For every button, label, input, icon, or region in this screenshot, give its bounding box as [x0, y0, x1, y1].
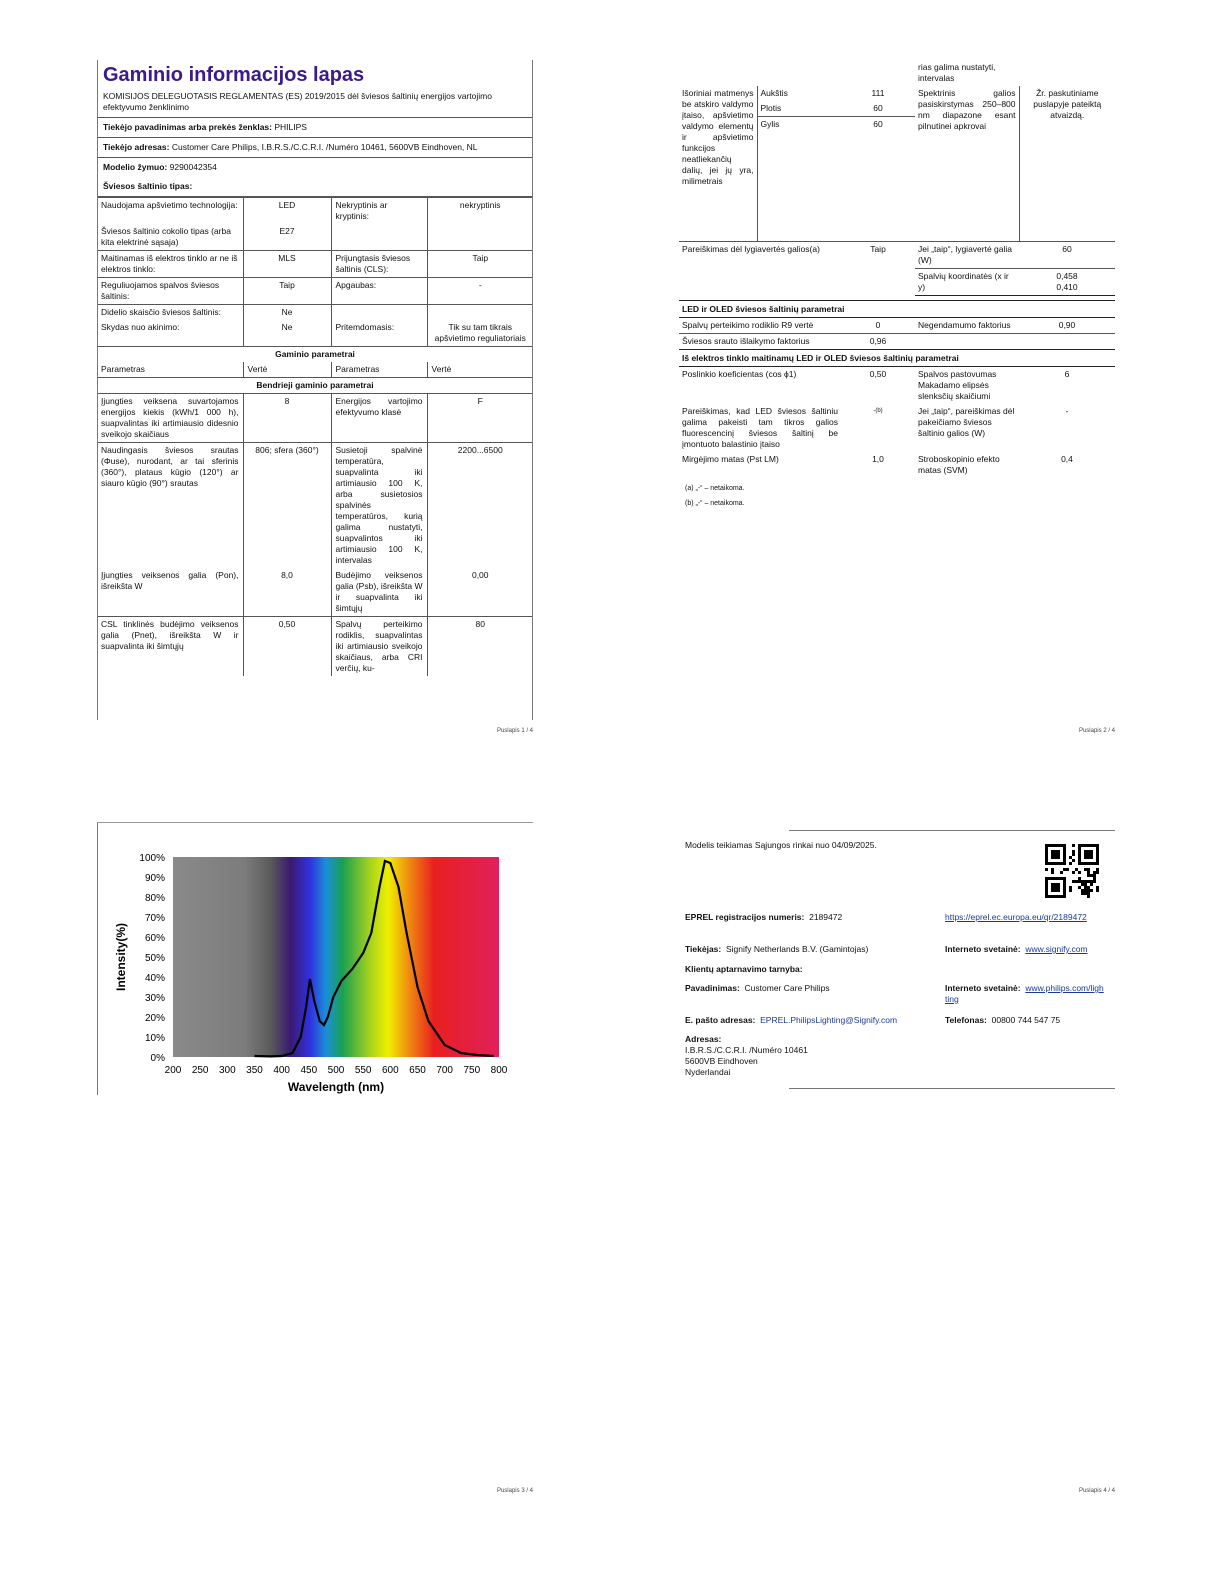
table-row	[97, 198, 533, 225]
supplier-label: Tiekėjo pavadinimas arba prekės ženklas:	[103, 122, 272, 132]
dim-name: Aukštis	[760, 88, 788, 98]
cell-value: Taip	[427, 251, 533, 278]
x-tick-label: 500	[327, 1065, 345, 1076]
equiv-power-label: Jei „taip“, lygiavertė galia (W)	[918, 244, 1013, 265]
y-tick-label: 50%	[144, 953, 165, 964]
website2-row	[945, 983, 1105, 1005]
table-row	[679, 367, 1115, 404]
spectrum-chart	[107, 845, 517, 1095]
cell-value: 0,50	[243, 617, 331, 677]
x-tick-label: 250	[191, 1065, 209, 1076]
table-row	[97, 394, 533, 443]
name-value: Customer Care Philips	[744, 983, 830, 993]
service-label	[685, 964, 803, 975]
y-tick-label: 20%	[144, 1013, 165, 1024]
cell-label: Naudingasis šviesos srautas (Φuse), nurodant, ar tai sferinis (360°), plataus kūgio (120°) ar siauro kūgio (90°) srautas	[97, 443, 243, 569]
y-axis-label: Intensity(%)	[114, 922, 128, 992]
page-no: 3 / 4	[521, 1488, 533, 1494]
page-3	[97, 822, 533, 1095]
source-type-table	[97, 197, 533, 676]
cell-value	[427, 224, 533, 251]
cell-label: Energijos vartojimo efektyvumo klasė	[331, 394, 427, 443]
pst-label: Mirgėjimo matas (Pst LM)	[682, 454, 779, 464]
page-no: 2 / 4	[1103, 728, 1115, 734]
cell-value: 8,0	[243, 568, 331, 617]
replace-power-value: -	[1065, 406, 1069, 416]
page-no: 1 / 4	[521, 728, 533, 734]
cell-label: Reguliuojamos spalvos šviesos šaltinis:	[97, 278, 243, 305]
website-row	[945, 944, 1088, 955]
x-axis-label: Wavelength (nm)	[287, 1080, 385, 1094]
x-tick-label: 650	[409, 1065, 426, 1076]
supplier-value: PHILIPS	[274, 122, 307, 132]
general-header: Bendrieji gaminio parametrai	[97, 378, 533, 394]
cell-value: F	[477, 396, 483, 406]
dim-value: 111	[871, 88, 885, 98]
table-row	[97, 278, 533, 305]
x-tick-label: 350	[246, 1065, 263, 1076]
supplier-row	[97, 118, 533, 138]
cell-label: Įjungties veiksena suvartojamos energijos kiekis (kWh/1 000 h), suapvalintas iki artimiausio didesnio sveikojo skaičiaus	[97, 394, 243, 443]
table-row	[97, 320, 533, 347]
page-number	[440, 1488, 533, 1494]
page-left-rule	[97, 60, 98, 720]
supplier-value: Signify Netherlands B.V. (Gamintojas)	[725, 944, 869, 954]
survival-label: Negendamumo faktorius	[918, 320, 1011, 330]
equiv-label: Pareiškimas dėl lygiavertės galios(a)	[682, 244, 820, 254]
model-label: Modelio žymuo:	[103, 162, 168, 172]
eprel-link[interactable]: https://eprel.ec.europa.eu/qr/2189472	[945, 912, 1087, 922]
table-row	[679, 242, 1115, 269]
name-row	[685, 983, 830, 994]
qr-code-icon	[1045, 844, 1099, 898]
phone-value: 00800 744 547 75	[991, 1015, 1061, 1025]
cell-value	[427, 305, 533, 321]
x-tick-label: 200	[164, 1065, 182, 1076]
table-row	[679, 60, 1115, 86]
cell-value: 806; sfera (360°)	[243, 443, 331, 569]
x-tick-label: 550	[354, 1065, 372, 1076]
address-block	[685, 1034, 808, 1078]
page-number	[440, 728, 533, 734]
footnote-a: (a) „-“ – netaikoma.	[685, 485, 745, 492]
x-tick-label: 750	[463, 1065, 481, 1076]
survival-value: 0,90	[1058, 320, 1076, 330]
equiv-value: Taip	[870, 244, 886, 254]
address-label: Adresas:	[685, 1034, 722, 1044]
r9-value: 0	[875, 320, 881, 330]
cell-label: Maitinamas iš elektros tinklo ar ne iš elektros tinklo:	[97, 251, 243, 278]
maint-value: 0,96	[869, 336, 887, 346]
cell-value: Ne	[243, 320, 331, 347]
svm-value: 0,4	[1061, 454, 1073, 464]
pst-value: 1,0	[872, 454, 884, 464]
cos-value: 0,50	[869, 369, 887, 379]
cell-label: Skydas nuo akinimo:	[97, 320, 243, 347]
source-type-row	[97, 177, 533, 197]
eprel-value: 2189472	[809, 912, 843, 922]
address-value: Customer Care Philips, I.B.R.S./C.C.R.I. /Numéro 10461, 5600VB Eindhoven, NL	[171, 142, 478, 152]
page-1	[97, 60, 533, 676]
columns-header-row	[97, 362, 533, 378]
page-label: Puslapis	[496, 728, 520, 734]
cell-label: CSL tinklinės budėjimo veiksenos galia (Pnet), išreikšta W ir suapvalinta iki šimtųjų	[97, 617, 243, 677]
macadam-label: Spalvos pastovumas Makadamo elipsės slenksčių skaičiumi	[918, 369, 997, 401]
col-param: Parametras	[331, 362, 427, 378]
address-label: Tiekėjo adresas:	[103, 142, 170, 152]
dim-value: 60	[873, 103, 883, 113]
x-tick-label: 300	[218, 1065, 236, 1076]
page-right-rule	[532, 60, 533, 720]
cell-label	[331, 224, 427, 251]
mains-table	[679, 367, 1115, 478]
y-tick-label: 0%	[150, 1053, 165, 1064]
qr-code[interactable]	[1045, 844, 1099, 898]
equiv-power-value: 60	[1062, 244, 1072, 254]
col-value: Vertė	[431, 364, 452, 374]
cell-label: Įjungties veiksenos galia (Pon), išreikšta W	[97, 568, 243, 617]
cell-label: Prijungtasis šviesos šaltinis (CLS):	[331, 251, 427, 278]
x-tick-label: 400	[273, 1065, 291, 1076]
table-row	[679, 318, 1115, 334]
cell-label	[331, 305, 427, 321]
x-tick-label: 700	[436, 1065, 454, 1076]
document-title: Gaminio informacijos lapas	[103, 64, 365, 86]
table-row	[97, 617, 533, 677]
cell-label: Naudojama apšvietimo technologija:	[97, 198, 243, 225]
cell-value: 2200...6500	[427, 443, 533, 569]
phone-label: Telefonas:	[945, 1015, 987, 1025]
cell-value: -	[427, 278, 533, 305]
address-row	[97, 138, 533, 158]
x-tick-label: 450	[300, 1065, 318, 1076]
page-label: Puslapis	[496, 1488, 520, 1494]
cell-value: Ne	[243, 305, 331, 321]
bottom-rule	[789, 1088, 1115, 1089]
email-label: E. pašto adresas:	[685, 1015, 756, 1025]
page-2	[679, 60, 1115, 514]
cell-label: Apgaubas:	[331, 278, 427, 305]
params-header: Gaminio parametrai	[97, 347, 533, 363]
website-link[interactable]: www.signify.com	[1025, 944, 1088, 954]
general-header-row	[97, 378, 533, 394]
replace-power-label: Jei „taip“, pareiškimas dėl pakeičiamo šviesos šaltinio galios (W)	[918, 406, 1015, 438]
col-value: Vertė	[243, 362, 331, 378]
footnote-b: (b) „-“ – netaikoma.	[685, 500, 745, 507]
svm-label: Stroboskopinio efekto matas (SVM)	[918, 454, 1000, 475]
cell-label: Budėjimo veiksenos galia (Psb), išreikšta W ir suapvalinta iki šimtųjų	[331, 568, 427, 617]
y-tick-label: 80%	[144, 893, 165, 904]
cell-value: E27	[243, 224, 331, 251]
address-line: I.B.R.S./C.C.R.I. /Numéro 10461	[685, 1045, 808, 1055]
dim-value: 60	[841, 117, 915, 242]
mains-header: Iš elektros tinklo maitinamų LED ir OLED šviesos šaltinių parametrai	[679, 349, 1115, 367]
table-row	[679, 269, 1115, 296]
availability: Modelis teikiamas Sąjungos rinkai nuo 04/09/2025.	[685, 840, 877, 850]
table-row	[97, 224, 533, 251]
cell-label: Didelio skaisčio šviesos šaltinis:	[97, 305, 243, 321]
maint-label: Šviesos srauto išlaikymo faktorius	[682, 336, 810, 346]
model-value: 9290042354	[169, 162, 217, 172]
table-row	[97, 568, 533, 617]
col-param: Parametras	[97, 362, 243, 378]
spectral-value: Žr. paskutiniame puslapyje pateiktą atvaizdą.	[1033, 88, 1102, 120]
name-label: Pavadinimas:	[685, 983, 740, 993]
x-tick-label: 600	[381, 1065, 399, 1076]
replace-label: Pareiškimas, kad LED šviesos šaltiniu galima pakeisti tam tikros galios fluorescencinį šviesos šaltinį be įmontuoto balastinio įtaiso	[682, 406, 838, 449]
regulation-text: KOMISIJOS DELEGUOTASIS REGLAMENTAS (ES) 2019/2015 dėl šviesos šaltinių energijos vartojimo efektyvumo ženklinimo	[97, 91, 533, 118]
service-heading: Klientų aptarnavimo tarnyba:	[685, 964, 803, 974]
replace-value: -(b)	[873, 408, 883, 414]
page-label: Puslapis	[1078, 728, 1102, 734]
coord-values	[1019, 269, 1115, 296]
address-line: Nyderlandai	[685, 1067, 731, 1077]
cell-label: Spalvų perteikimo rodiklis, suapvalintas iki artimiausio sveikojo skaičiaus, arba CRI verčių, ku-	[331, 617, 427, 677]
y-tick-label: 30%	[144, 993, 165, 1004]
cell-value: LED	[243, 198, 331, 225]
cell-value: Tik su tam tikrais apšvietimo reguliatoriais	[434, 322, 526, 343]
table-row	[679, 86, 1115, 101]
y-tick-label: 10%	[144, 1033, 165, 1044]
page-number	[1022, 728, 1115, 734]
page-left-rule	[97, 823, 98, 1095]
cell-label: Nekryptinis ar kryptinis:	[331, 198, 427, 225]
model-row	[97, 158, 533, 177]
led-table	[679, 318, 1115, 349]
table-row	[97, 443, 533, 569]
table-row	[679, 334, 1115, 350]
y-tick-label: 100%	[139, 853, 165, 864]
cos-label: Poslinkio koeficientas (cos ϕ1)	[682, 369, 797, 379]
page-no: 4 / 4	[1103, 1488, 1115, 1494]
cell-value: nekryptinis	[427, 198, 533, 225]
y-tick-label: 90%	[144, 873, 165, 884]
y-tick-label: 70%	[144, 913, 165, 924]
phone-row	[945, 1015, 1060, 1026]
footnotes	[679, 478, 1115, 514]
cont-label: rias galima nustatyti, intervalas	[918, 62, 996, 83]
dim-name: Plotis	[760, 103, 782, 113]
dims-label: Išoriniai matmenys be atskiro valdymo įtaiso, apšvietimo valdymo elementų ir apšvietimo funkcijos neatliekančių dalių, jei jų yra, milimetrais	[679, 86, 757, 242]
source-type-label: Šviesos šaltinio tipas:	[103, 181, 193, 191]
coord-label: Spalvių koordinatės (x ir y)	[915, 269, 1019, 296]
led-header: LED ir OLED šviesos šaltinių parametrai	[679, 300, 1115, 318]
cell-value: 80	[427, 617, 533, 677]
params-header-row	[97, 347, 533, 363]
eprel-label: EPREL registracijos numeris:	[685, 912, 805, 922]
table-row	[97, 251, 533, 278]
page-label: Puslapis	[1078, 1488, 1102, 1494]
page-number	[1022, 1488, 1115, 1494]
dims-table	[679, 60, 1115, 296]
y-tick-label: 40%	[144, 973, 165, 984]
cell-label: Susietoji spalvinė temperatūra, suapvalinta iki artimiausio 100 K, arba susietosios spalvinės temperatūros, kurią galima nustatyti, suapvalintos iki artimiausio 100 K, intervalas	[331, 443, 427, 569]
cell-value: MLS	[243, 251, 331, 278]
macadam-value: 6	[1064, 369, 1070, 379]
website2-label: Interneto svetainė:	[945, 983, 1021, 993]
cell-label: Šviesos šaltinio cokolio tipas (arba kita elektrinė sąsaja)	[97, 224, 243, 251]
y-tick-label: 60%	[144, 933, 165, 944]
eprel-row	[685, 912, 842, 923]
cell-value: 0,00	[471, 570, 489, 580]
coord-y: 0,410	[1056, 282, 1078, 292]
email-value[interactable]: EPREL.PhilipsLighting@Signify.com	[760, 1015, 898, 1025]
supplier-label: Tiekėjas:	[685, 944, 722, 954]
cell-value: 8	[243, 394, 331, 443]
address-line: 5600VB Eindhoven	[685, 1056, 758, 1066]
supplier-row	[685, 944, 868, 955]
email-row	[685, 1015, 897, 1026]
spectral-label: Spektrinis galios pasiskirstymas 250–800 nm diapazone esant pilnutinei apkrovai	[915, 86, 1019, 242]
coord-x: 0,458	[1056, 271, 1078, 281]
spectrum-background	[173, 857, 499, 1057]
cell-value: Taip	[243, 278, 331, 305]
x-tick-label: 800	[490, 1065, 508, 1076]
website2-link[interactable]: www.philips.com/lighting	[945, 983, 1104, 1004]
table-row	[679, 404, 1115, 452]
table-row	[97, 305, 533, 321]
dim-name: Gylis	[757, 117, 841, 242]
cell-label: Pritemdomasis:	[331, 320, 427, 347]
table-row	[679, 452, 1115, 478]
r9-label: Spalvų perteikimo rodiklio R9 vertė	[682, 320, 814, 330]
website-label: Interneto svetainė:	[945, 944, 1021, 954]
top-rule	[789, 830, 1115, 831]
